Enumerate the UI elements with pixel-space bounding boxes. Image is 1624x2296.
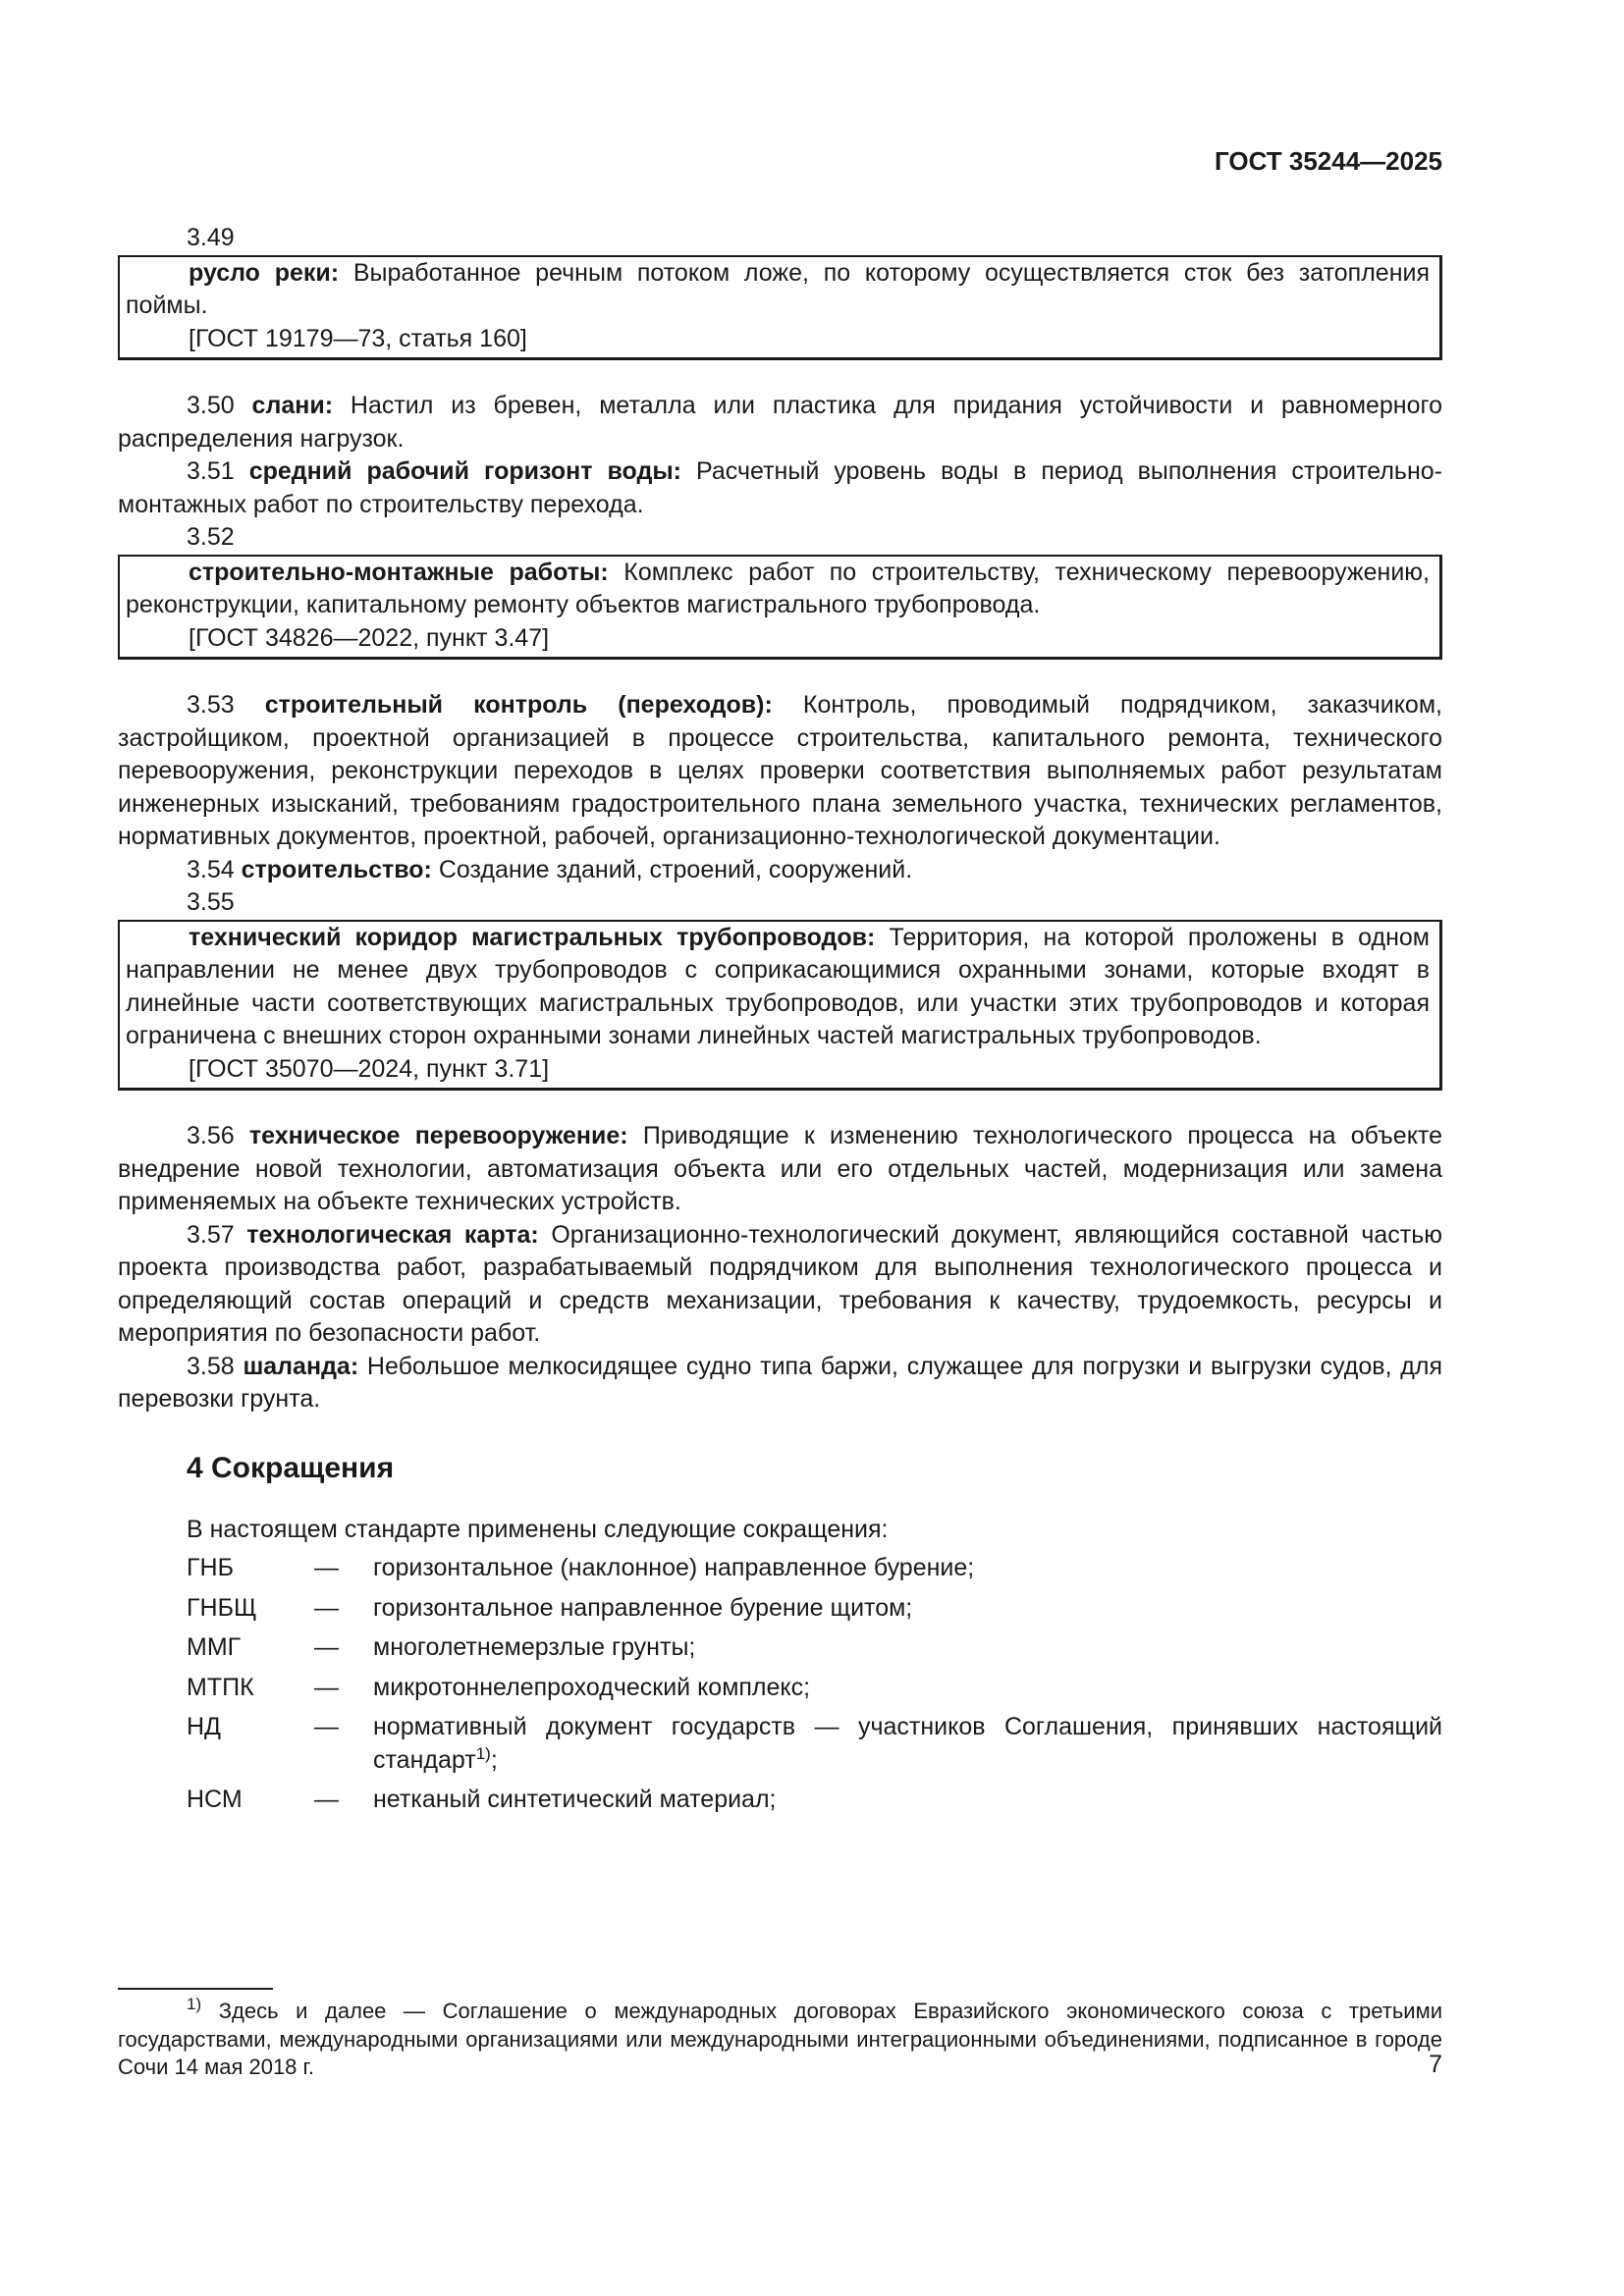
term-number: 3.51 bbox=[187, 457, 235, 485]
abbreviation-desc-tail: ; bbox=[490, 1745, 498, 1774]
abbreviation-desc: нетканый синтетический материал; bbox=[373, 1786, 777, 1813]
term-definition bbox=[126, 557, 1430, 622]
abbreviation-desc: микротоннелепроходческий комплекс; bbox=[373, 1673, 811, 1701]
term-text: Территория, на которой проложены в одном направлении не менее двух трубопроводов с соприкасающимися охранными зонами, которые входят в линейные части соответствующих магистральных трубопроводов, или участки этих трубопроводов и которая ограничена с внешних сторон охранными зонами линейных частей магистральных трубопроводов. bbox=[126, 923, 1430, 1049]
document-header: ГОСТ 35244—2025 bbox=[1215, 146, 1442, 176]
quoted-term-box bbox=[118, 255, 1442, 361]
term-number: 3.54 bbox=[187, 855, 235, 883]
abbreviation-code: ГНБ bbox=[187, 1554, 234, 1581]
footnote bbox=[118, 1995, 1442, 2082]
term-definition bbox=[118, 390, 1442, 455]
term-number: 3.56 bbox=[187, 1122, 235, 1149]
abbreviation-desc: горизонтальное (наклонное) направленное бурение; bbox=[373, 1554, 975, 1581]
term-name: строительный контроль (переходов): bbox=[264, 691, 773, 719]
term-name: слани: bbox=[251, 392, 334, 419]
footnote-mark: 1) bbox=[187, 1995, 202, 2013]
abbreviation-desc-text: нормативный документ государств — участников Соглашения, принявших настоящий стандарт bbox=[373, 1713, 1442, 1774]
footnote-ref: 1) bbox=[475, 1743, 491, 1763]
term-text: Контроль, проводимый подрядчиком, заказчиком, застройщиком, проектной организацией в процессе строительства, капитального ремонта, технического перевооружения, реконструкции переходов в целях проверки соответствия выполняемых работ результатам инженерных изысканий, требованиям градостроительного плана земельного участка, технических регламентов, нормативных документов, проектной, рабочей, организационно-технологической документации. bbox=[118, 691, 1442, 850]
abbreviation-code: НД bbox=[187, 1713, 221, 1740]
term-text: Расчетный уровень воды в период выполнения строительно-монтажных работ по строительству перехода. bbox=[118, 457, 1442, 518]
term-number: 3.55 bbox=[187, 888, 235, 916]
term-text: Организационно-технологический документ, являющийся составной частью проекта производства работ, разрабатываемый подрядчиком для выполнения технологического процесса и определяющий состав операций и средств механизации, требования к качеству, трудоемкость, ресурсы и мероприятия по безопасности работ. bbox=[118, 1220, 1442, 1347]
term-source: [ГОСТ 34826—2022, пункт 3.47] bbox=[189, 623, 550, 652]
term-name: строительно-монтажные работы: bbox=[189, 558, 609, 586]
term-number: 3.58 bbox=[187, 1352, 235, 1380]
abbreviation-item bbox=[187, 1784, 1442, 1817]
term-source: [ГОСТ 19179—73, статья 160] bbox=[189, 324, 527, 352]
quoted-term-box bbox=[118, 920, 1442, 1092]
abbreviation-dash: — bbox=[314, 1554, 339, 1581]
term-definition bbox=[118, 1351, 1442, 1416]
footnote-separator bbox=[118, 1988, 273, 1990]
term-text: Комплекс работ по строительству, техническому перевооружению, реконструкции, капитальному ремонту объектов магистрального трубопровода. bbox=[126, 558, 1430, 618]
term-definition bbox=[118, 689, 1442, 854]
term-number: 3.50 bbox=[187, 392, 235, 419]
abbreviation-item bbox=[187, 1552, 1442, 1585]
abbreviation-desc bbox=[373, 1711, 1442, 1777]
term-text: Выработанное речным потоком ложе, по которому осуществляется сток без затопления поймы. bbox=[126, 258, 1430, 319]
footnote-text: Здесь и далее — Соглашение о международных договорах Евразийского экономического союза с третьими государствами, международными организациями или международными интеграционными объединениями, подписанное в городе Сочи 14 мая 2018 г. bbox=[118, 1999, 1442, 2079]
page-number: 7 bbox=[1429, 2051, 1442, 2078]
term-name: русло реки: bbox=[189, 258, 340, 287]
term-definition bbox=[126, 922, 1430, 1053]
quoted-term-box bbox=[118, 555, 1442, 661]
term-number: 3.49 bbox=[187, 224, 235, 251]
term-number: 3.52 bbox=[187, 523, 235, 551]
abbreviation-code: НСМ bbox=[187, 1786, 243, 1813]
section-heading: 4 Сокращения bbox=[187, 1451, 395, 1484]
abbreviation-code: МТПК bbox=[187, 1673, 254, 1701]
page-body bbox=[118, 222, 1442, 1824]
abbreviation-dash: — bbox=[314, 1786, 339, 1813]
abbreviation-desc: многолетнемерзлые грунты; bbox=[373, 1633, 696, 1661]
term-source: [ГОСТ 35070—2024, пункт 3.71] bbox=[189, 1054, 550, 1083]
term-text: Создание зданий, строений, сооружений. bbox=[431, 855, 913, 883]
abbreviation-item bbox=[187, 1711, 1442, 1777]
abbreviation-dash: — bbox=[314, 1713, 339, 1740]
term-text: Приводящие к изменению технологического процесса на объекте внедрение новой технологии, автоматизация объекта или его отдельных частей, модернизация или замена применяемых на объекте технических устройств. bbox=[118, 1122, 1442, 1215]
term-number: 3.53 bbox=[187, 691, 235, 719]
abbreviation-code: ММГ bbox=[187, 1633, 242, 1661]
abbreviation-dash: — bbox=[314, 1673, 339, 1701]
abbreviation-dash: — bbox=[314, 1593, 339, 1622]
term-name: шаланда: bbox=[243, 1352, 359, 1380]
term-name: технологическая карта: bbox=[246, 1220, 539, 1249]
term-definition bbox=[118, 854, 1442, 887]
abbreviation-desc: горизонтальное направленное бурение щитом; bbox=[373, 1593, 913, 1622]
term-text: Небольшое мелкосидящее судно типа баржи, служащее для погрузки и выгрузки судов, для перевозки грунта. bbox=[118, 1352, 1442, 1413]
term-definition bbox=[118, 1120, 1442, 1219]
section-intro: В настоящем стандарте применены следующие сокращения: bbox=[187, 1515, 889, 1543]
term-name: строительство: bbox=[241, 855, 432, 883]
term-definition bbox=[118, 1219, 1442, 1351]
abbreviation-item bbox=[187, 1672, 1442, 1705]
abbreviation-dash: — bbox=[314, 1633, 339, 1661]
abbreviation-code: ГНБЩ bbox=[187, 1593, 257, 1622]
term-name: технический коридор магистральных трубопроводов: bbox=[189, 923, 876, 951]
term-name: техническое перевооружение: bbox=[248, 1122, 628, 1149]
term-name: средний рабочий горизонт воды: bbox=[248, 457, 682, 485]
term-definition bbox=[118, 455, 1442, 521]
term-text: Настил из бревен, металла или пластика для придания устойчивости и равномерного распределения нагрузок. bbox=[118, 392, 1442, 453]
abbreviation-item bbox=[187, 1631, 1442, 1665]
abbreviation-list bbox=[118, 1552, 1442, 1817]
term-number: 3.57 bbox=[187, 1220, 235, 1249]
abbreviation-item bbox=[187, 1592, 1442, 1626]
term-definition bbox=[126, 257, 1430, 323]
